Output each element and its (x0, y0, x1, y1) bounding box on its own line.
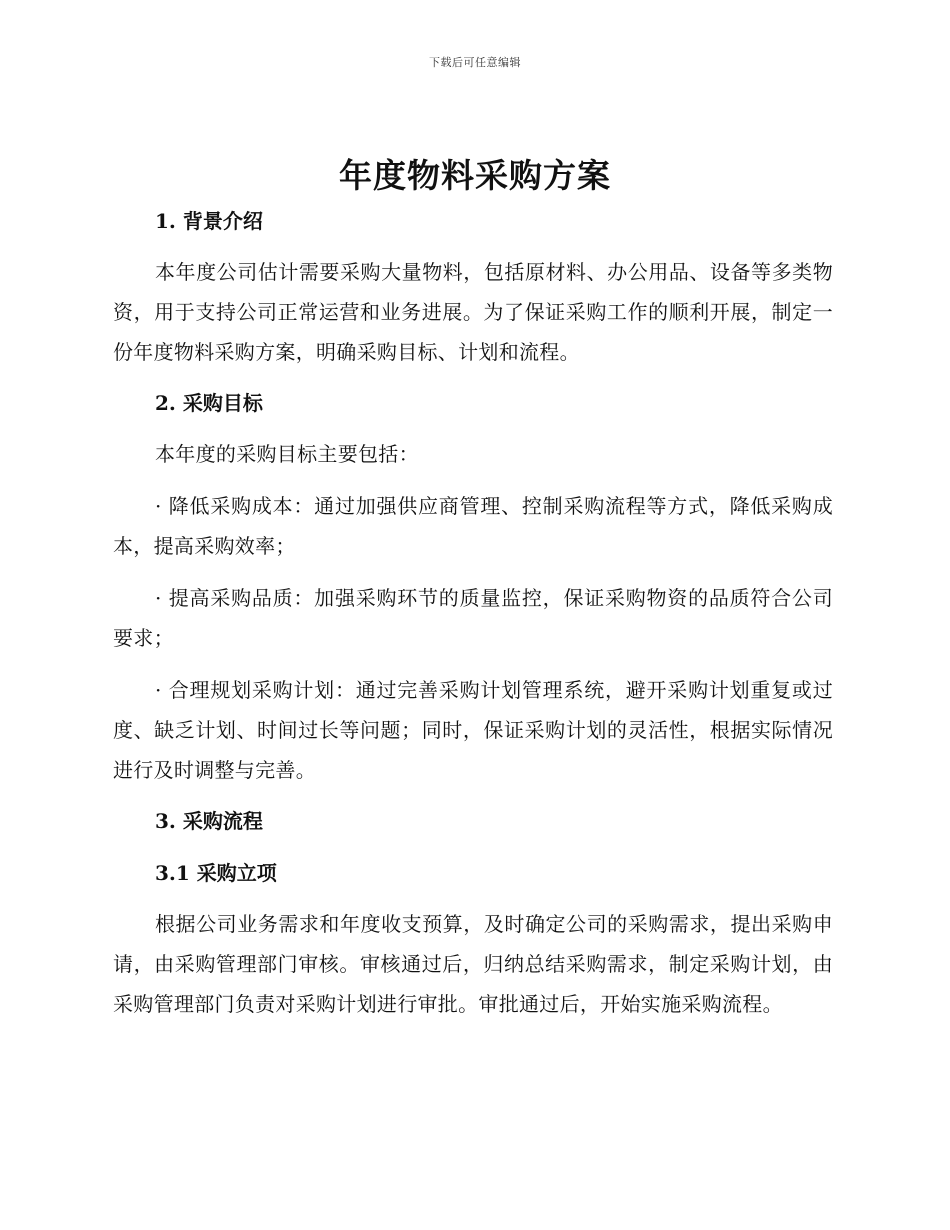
document-title: 年度物料采购方案 (339, 156, 611, 195)
section-heading-process: 3. 采购流程 (155, 809, 263, 833)
goal-bullet-quality: · 提高采购品质：加强采购环节的质量监控，保证采购物资的品质符合公司要求； (113, 586, 833, 650)
page-header-note: 下载后可任意编辑 (429, 56, 521, 69)
goal-bullet-cost: · 降低采购成本：通过加强供应商管理、控制采购流程等方式，降低采购成本，提高采购效率； (113, 494, 833, 558)
goal-bullet-plan: · 合理规划采购计划：通过完善采购计划管理系统，避开采购计划重复或过度、缺乏计划、时间过长等问题；同时，保证采购计划的灵活性，根据实际情况进行及时调整与完善。 (113, 678, 833, 782)
background-paragraph: 本年度公司估计需要采购大量物料，包括原材料、办公用品、设备等多类物资，用于支持公司正常运营和业务进展。为了保证采购工作的顺利开展，制定一份年度物料采购方案，明确采购目标、计划和流程。 (113, 260, 833, 364)
section-heading-goals: 2. 采购目标 (155, 391, 263, 415)
goals-intro: 本年度的采购目标主要包括： (155, 442, 419, 466)
document-body (113, 200, 833, 1024)
subsection-heading-initiation: 3.1 采购立项 (155, 861, 277, 885)
section-heading-background: 1. 背景介绍 (155, 209, 263, 233)
initiation-paragraph: 根据公司业务需求和年度收支预算，及时确定公司的采购需求，提出采购申请，由采购管理部门审核。审核通过后，归纳总结采购需求，制定采购计划，由采购管理部门负责对采购计划进行审批。审批通过后，开始实施采购流程。 (113, 912, 833, 1016)
